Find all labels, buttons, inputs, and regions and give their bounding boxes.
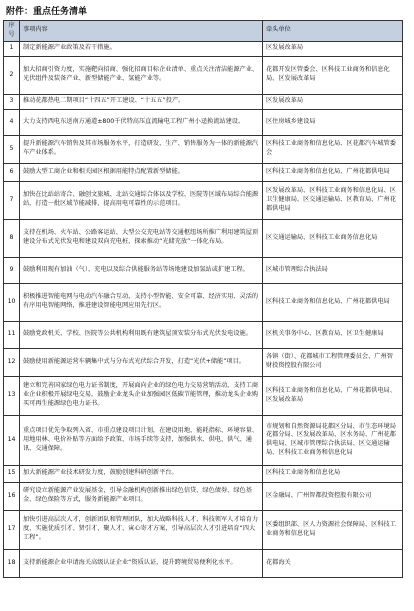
table-row (4, 94, 403, 109)
row-number: 14 (4, 415, 20, 465)
table-header-row (4, 21, 403, 42)
table-row (4, 41, 403, 56)
lead-unit: 区科技工业商务和信息化局、广州花都供电局、区发展改革局 (263, 376, 403, 415)
row-number: 7 (4, 181, 20, 219)
lead-unit: 区科技工业商务和信息化局、广州花都供电局 (263, 163, 403, 181)
task-content: 支持新能源企业申请海关高级认证企业“资质认证，提升跨境贸易便利化水平。 (20, 549, 263, 577)
table-row (4, 510, 403, 549)
table-body (4, 41, 403, 577)
row-number: 2 (4, 56, 20, 94)
row-number: 6 (4, 163, 20, 181)
header-content: 事项内容 (20, 21, 263, 42)
task-content: 制定新能源产业政策及若干措施。 (20, 41, 263, 56)
row-number: 13 (4, 376, 20, 415)
table-row (4, 56, 403, 94)
table-row (4, 415, 403, 465)
header-unit: 牵头单位 (263, 21, 403, 42)
table-row (4, 348, 403, 376)
lead-unit: 花都开发区管委会、区科技工业商务和信息化局、区发展改革局 (263, 56, 403, 94)
table-row (4, 482, 403, 510)
row-number: 8 (4, 219, 20, 257)
task-content: 鼓励大型工商企业和相关园区根据用能特点配置新型储能。 (20, 163, 263, 181)
lead-unit: 区科技工业商务和信息化局、区花都汽车城管委会 (263, 135, 403, 163)
task-content: 建立和完善国家绿色电力证书制度，开展面向企业的绿色电力交易营销活动，支持工商业企业积极开展绿电交易，鼓励企业龙头企业加强园区低碳节能管理，推动龙头企业购买可再生能源绿色电力证书。 (20, 376, 263, 415)
table-row (4, 321, 403, 348)
task-content: 支持在机场、火车站、公路客运站、大型公交充电站等交通枢纽场所推广利用建筑屋顶建设分布式光伏发电和建设双向充电桩，探索推动“光储充放”一体化布局。 (20, 219, 263, 257)
lead-unit: 区交通运输局、区科技工业商务信息化局 (263, 219, 403, 257)
task-content: 鼓励利用现有加油（气）、充电以及综合供能服务站等场地建设加氢站或扩建工程。 (20, 257, 263, 283)
task-content: 加快在比站站寄合、融创文旅城、北站交通综合体以及学校、医院等区域布局综合能源站，打造一批区域节能减排、提高用电可靠性的示范项目。 (20, 181, 263, 219)
row-number: 15 (4, 465, 20, 482)
task-content: 重点项目优先争取列入省、市重点建设项目计划，在建设用地、能耗指标、环境容量、用地用林、电价补贴等方面给予政策、市场手续等支持，加强供水、供电、供气、通讯、交通保障。 (20, 415, 263, 465)
lead-unit: 花都海关 (263, 549, 403, 577)
row-number: 16 (4, 482, 20, 510)
lead-unit: 区委组织部、区人力资源社会保障局、区科技工业商务和信息化局 (263, 510, 403, 549)
table-row (4, 135, 403, 163)
lead-unit: 市规划和自然资源局花都区分局、市生态环境局花都分局、区发展改革局、区水务局、广州花都供电局、区城市管理综合执法局、区交通运输局、区科技工业商务和信息化局 (263, 415, 403, 465)
row-number: 9 (4, 257, 20, 283)
row-number: 5 (4, 135, 20, 163)
row-number: 11 (4, 321, 20, 348)
table-row (4, 257, 403, 283)
row-number: 10 (4, 283, 20, 321)
table-row (4, 465, 403, 482)
document-title: 附件：重点任务清单 (6, 7, 88, 17)
header-no: 序号 (4, 21, 20, 42)
table-row (4, 549, 403, 577)
lead-unit: 区发展改革局、区科技工业商务和信息化局、区卫生健康局、区交通运输局、区教育局、广州花都供电局 (263, 181, 403, 219)
row-number: 17 (4, 510, 20, 549)
table-row (4, 181, 403, 219)
task-content: 研究设立新能源产业发展基金，引导金融机构创新推出绿色信贷、绿色债券、绿色基金、绿色保险等方式，服务新能源产业项目。 (20, 482, 263, 510)
lead-unit: 区科技工业商务和信息化局、广州花都供电局 (263, 283, 403, 321)
lead-unit: 区机关事务中心、区教育局、区卫生健康局 (263, 321, 403, 348)
lead-unit: 区发展改革局 (263, 41, 403, 56)
table-row (4, 376, 403, 415)
task-content: 鼓励党政机关、学校、医院等公共机构利用既有建筑屋顶安装分布式光伏发电设施。 (20, 321, 263, 348)
table-row (4, 283, 403, 321)
task-content: 大力支持西电东送南方通道±800千伏特高压直流输电工程广州小迳换流站建设。 (20, 109, 263, 135)
task-content: 提升新能源汽车销售及其市场服务水平，打造研发、生产、销售服务为一体的新能源汽车产业体系。 (20, 135, 263, 163)
task-content: 鼓励使用新能源运营车辆集中式与分布式光伏综合开发，打造“光伏+储能”项目。 (20, 348, 263, 376)
row-number: 4 (4, 109, 20, 135)
lead-unit: 区金融局、广州智都投资控股有限公司 (263, 482, 403, 510)
row-number: 1 (4, 41, 20, 56)
lead-unit: 区城市管理综合执法局 (263, 257, 403, 283)
task-content: 推动花都热电二期项目“十四五”开工建设、“十五五”投产。 (20, 94, 263, 109)
lead-unit: 区发展改革局 (263, 94, 403, 109)
row-number: 18 (4, 549, 20, 577)
task-content: 加大新能源产业技术研发力度，鼓励创建科研创新平台。 (20, 465, 263, 482)
row-number: 3 (4, 94, 20, 109)
lead-unit: 各镇（街）、花都城市工程管理委员会、广州智财投资控股有限公司 (263, 348, 403, 376)
task-content: 加大招商引资力度，实施靶向招商、强化招商目标企业清单、重点关注清洁能源产业、光伏组件及装备产业、新型储能产业、氢能产业等。 (20, 56, 263, 94)
row-number: 12 (4, 348, 20, 376)
table-row (4, 109, 403, 135)
task-content: 加快引进高层次人才，创新团队和管理团队，加大战略科技人才、科技领军人才培育力度，实施优质引才、贤引才、聚人才、寅心寄才方案，引导高层次人才引进培育“四大工程”。 (20, 510, 263, 549)
lead-unit: 区科技工业商务和信息化局 (263, 465, 403, 482)
table-row (4, 219, 403, 257)
lead-unit: 区住房城乡建设局 (263, 109, 403, 135)
task-table (3, 20, 403, 578)
table-row (4, 163, 403, 181)
task-content: 积极推进智能电网与电动汽车融合互动，支持小型智能、安全可靠、经济实用、灵活的有序用电智能网络，推进建设智能电网应用先行区。 (20, 283, 263, 321)
